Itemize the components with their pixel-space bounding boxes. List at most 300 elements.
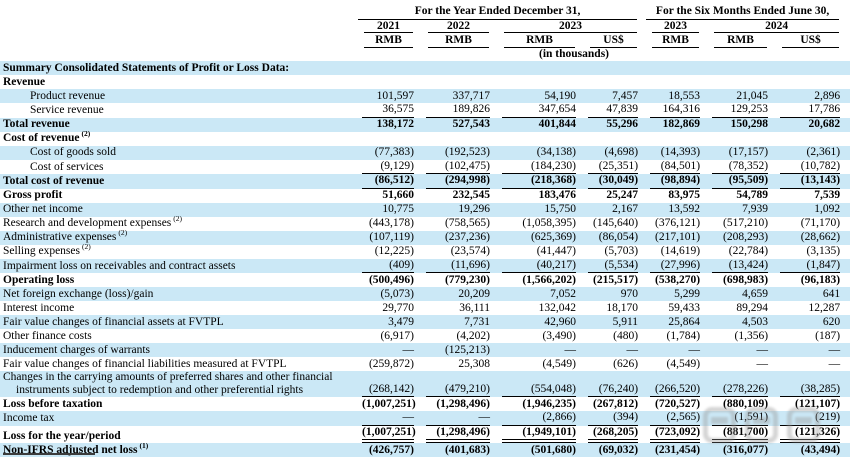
value-cell: (1,058,395) [522, 217, 576, 229]
value-cell: — [564, 343, 576, 356]
value-cell: (98,894) [640, 174, 702, 189]
row-label [0, 315, 352, 329]
value-cell: 182,869 [662, 118, 701, 130]
value-cell: (14,393) [660, 146, 701, 158]
header-spacer [770, 49, 842, 62]
value-cell: 337,717 [452, 89, 490, 102]
annual-period-title: For the Year Ended December 31, [358, 5, 637, 20]
value-cell: (25,351) [578, 160, 640, 175]
value-cell: 641 [822, 287, 841, 300]
value-cell: (1,784) [666, 329, 701, 342]
value-cell: (479,210) [416, 371, 492, 397]
value-cell: (394) [578, 411, 640, 426]
row-label [0, 371, 352, 397]
currency-header-row [0, 34, 850, 49]
value-cell: (376,121) [655, 217, 701, 229]
header-spacer [0, 49, 352, 62]
row-filler [842, 103, 850, 118]
row-filler [842, 343, 850, 357]
header-filler [842, 34, 850, 49]
row-label-text: Cost of goods sold [30, 146, 116, 158]
value-cell: (13,424) [702, 259, 770, 274]
row-label-text: Selling expenses [3, 245, 80, 257]
row-label-text: Fair value changes of financial assets at FVTPL [3, 315, 224, 328]
row-label [0, 273, 352, 287]
value-cell: 7,052 [550, 287, 576, 300]
header-spacer [0, 34, 352, 49]
row-label [0, 228, 352, 245]
header-filler [842, 20, 850, 35]
value-cell: 5,911 [612, 315, 639, 328]
value-cell: (30,049) [578, 174, 640, 189]
value-cell: (9,129) [352, 160, 416, 175]
row-filler [842, 245, 850, 259]
value-cell: (219) [770, 411, 842, 426]
value-cell: (23,574) [450, 245, 490, 257]
value-cell: (76,240) [578, 371, 640, 397]
value-cell: (6,917) [380, 329, 414, 342]
table-row [0, 118, 850, 132]
value-cell: 20,682 [808, 118, 841, 130]
value-cell: 138,172 [376, 118, 414, 130]
value-cell: 132,042 [538, 301, 576, 314]
value-cell: (554,048) [492, 371, 578, 397]
value-cell: (1,007,251) [362, 397, 416, 410]
value-cell [352, 75, 416, 89]
currency-header: US$ [578, 34, 640, 49]
table-row [0, 231, 850, 245]
row-filler [842, 315, 850, 329]
row-label [0, 301, 352, 315]
value-cell: (184,230) [492, 160, 578, 175]
table-row [0, 329, 850, 343]
row-filler [842, 217, 850, 231]
table-row [0, 301, 850, 315]
value-cell: 5,299 [674, 287, 701, 300]
value-cell: (77,383) [374, 146, 414, 158]
table-row [0, 89, 850, 103]
value-cell: 620 [822, 315, 841, 328]
value-cell: 3,479 [388, 315, 414, 328]
year-header: 2023 [640, 20, 702, 35]
value-cell: (4,549) [666, 357, 701, 370]
row-filler [842, 118, 850, 132]
value-cell: (426,757) [368, 443, 414, 456]
value-cell: (720,527) [655, 397, 701, 410]
value-cell: (625,369) [530, 231, 576, 243]
value-cell: 59,433 [668, 301, 701, 314]
value-cell: (2,565) [640, 411, 702, 426]
value-cell: 7,457 [612, 89, 639, 102]
header-spacer [0, 5, 352, 20]
table-row [0, 103, 850, 118]
row-label [0, 426, 352, 444]
table-row [0, 411, 850, 426]
row-label-text: Summary Consolidated Statements of Profit or Loss Data: [3, 61, 290, 74]
value-cell: (13,143) [770, 174, 842, 189]
row-label [0, 242, 352, 259]
header-spacer [702, 49, 770, 62]
table-row [0, 174, 850, 189]
value-cell: (107,119) [369, 231, 414, 243]
value-cell [352, 61, 416, 75]
row-label-text: Impairment loss on receivables and contract assets [3, 259, 236, 272]
row-filler [842, 357, 850, 371]
table-row [0, 189, 850, 203]
value-cell: 29,770 [382, 301, 414, 314]
value-cell: (96,183) [800, 273, 841, 286]
value-cell: (215,517) [593, 273, 639, 286]
value-cell [702, 132, 770, 146]
value-cell: 15,750 [544, 203, 576, 215]
row-label [0, 103, 352, 118]
value-cell: — [352, 411, 416, 426]
row-label-text: Gross profit [3, 189, 63, 201]
row-label [0, 411, 352, 426]
currency-header: RMB [702, 34, 770, 49]
value-cell: (4,202) [456, 329, 490, 342]
value-cell: (217,101) [655, 231, 701, 243]
row-filler [842, 203, 850, 217]
value-cell: (2,361) [806, 146, 841, 158]
value-cell: (14,619) [660, 245, 701, 257]
value-cell [578, 75, 640, 89]
value-cell: 54,789 [736, 189, 769, 201]
row-filler [842, 411, 850, 426]
value-cell [770, 132, 842, 146]
value-cell: — [402, 343, 414, 356]
value-cell: (267,812) [593, 397, 639, 410]
value-cell: (1,356) [734, 329, 769, 342]
row-label-text: Research and development expenses [3, 217, 172, 229]
value-cell: 42,960 [544, 315, 576, 328]
value-cell: (409) [352, 259, 416, 274]
value-cell: (3,135) [806, 245, 841, 257]
value-cell: 55,296 [606, 118, 639, 130]
value-cell: (1,298,496) [436, 397, 490, 410]
value-cell: (268,205) [578, 426, 640, 444]
value-cell: 21,045 [736, 89, 769, 102]
value-cell: (192,523) [444, 146, 490, 158]
row-label-text: Non-IFRS adjusted net loss [3, 443, 138, 456]
footnote-marker: (1) [139, 440, 149, 450]
table-body [0, 61, 850, 457]
unit-note-row [0, 49, 850, 62]
value-cell: (121,107) [795, 397, 841, 410]
row-filler [842, 329, 850, 343]
row-filler [842, 189, 850, 203]
year-header: 2021 [352, 20, 416, 35]
row-label-text: Cost of revenue [3, 132, 80, 144]
table-row [0, 61, 850, 75]
row-label [0, 75, 352, 89]
value-cell: 4,503 [742, 315, 769, 328]
value-cell: — [828, 343, 841, 356]
value-cell: (11,696) [416, 259, 492, 274]
value-cell: (4,549) [542, 357, 576, 370]
value-cell: (758,565) [444, 217, 490, 229]
value-cell: 970 [620, 287, 639, 300]
value-cell: (10,782) [770, 160, 842, 175]
row-label [0, 343, 352, 357]
table-row [0, 259, 850, 274]
table-row [0, 132, 850, 146]
header-filler [842, 5, 850, 20]
value-cell: (1,566,202) [522, 273, 576, 286]
value-cell: 18,170 [606, 301, 639, 314]
table-row [0, 315, 850, 329]
row-label [0, 118, 352, 132]
value-cell: (125,213) [444, 343, 490, 356]
value-cell: (1,591) [702, 411, 770, 426]
row-label-text: Inducement charges of warrants [3, 343, 150, 356]
footnote-marker: (2) [118, 228, 128, 238]
value-cell: 101,597 [376, 89, 414, 102]
value-cell: (480) [613, 329, 639, 342]
table-row [0, 426, 850, 444]
value-cell: 25,864 [668, 315, 701, 328]
value-cell: (43,494) [800, 443, 841, 456]
table-row [0, 343, 850, 357]
row-label-text: Operating loss [3, 273, 75, 286]
value-cell: (723,092) [640, 426, 702, 444]
value-cell: 7,731 [464, 315, 490, 328]
year-header: 2024 [702, 20, 842, 35]
value-cell: 36,111 [459, 301, 490, 314]
value-cell [492, 75, 578, 89]
interim-period-title: For the Six Months Ended June 30, [646, 5, 839, 20]
value-cell [416, 61, 492, 75]
value-cell: 89,294 [736, 301, 769, 314]
value-cell: (294,998) [416, 174, 492, 189]
row-label [0, 174, 352, 189]
row-filler [842, 287, 850, 301]
footnote-marker: (2) [81, 129, 91, 139]
row-filler [842, 259, 850, 274]
value-cell: (84,501) [640, 160, 702, 175]
year-header: 2022 [416, 20, 492, 35]
row-label-text: Changes in the carrying amounts of preferred shares and other financial instruments subject to redemption and other preferential rights [3, 371, 333, 396]
row-filler [842, 301, 850, 315]
value-cell [492, 132, 578, 146]
row-filler [842, 273, 850, 287]
value-cell: (5,073) [380, 287, 414, 300]
currency-header: RMB [640, 34, 702, 49]
table-row [0, 397, 850, 411]
header-spacer [352, 49, 416, 62]
value-cell [770, 75, 842, 89]
currency-header: RMB [416, 34, 492, 49]
row-label-text: Service revenue [30, 104, 104, 116]
value-cell [640, 61, 702, 75]
value-cell: (443,178) [368, 217, 414, 229]
value-cell: (1,007,251) [352, 426, 416, 444]
value-cell: 19,296 [458, 203, 490, 215]
value-cell: 129,253 [702, 103, 770, 118]
value-cell: (266,520) [640, 371, 702, 397]
value-cell: (38,285) [770, 371, 842, 397]
row-filler [842, 132, 850, 146]
currency-header: RMB [492, 34, 578, 49]
row-filler [842, 443, 850, 457]
value-cell: (500,496) [368, 273, 414, 286]
value-cell: (34,138) [536, 146, 576, 158]
table-row [0, 371, 850, 397]
value-cell: 7,539 [814, 189, 841, 201]
value-cell: (218,368) [492, 174, 578, 189]
value-cell: — [828, 357, 841, 370]
value-cell: (1,847) [770, 259, 842, 274]
footnote-divider [3, 453, 95, 455]
value-cell: 7,939 [742, 203, 769, 215]
value-cell: 401,844 [538, 118, 576, 130]
value-cell: — [756, 357, 769, 370]
value-cell: (5,534) [578, 259, 640, 274]
year-header: 2023 [492, 20, 640, 35]
value-cell: (259,872) [368, 357, 414, 370]
table-row [0, 217, 850, 231]
row-filler [842, 75, 850, 89]
value-cell [352, 132, 416, 146]
table-row [0, 273, 850, 287]
value-cell: (17,157) [728, 146, 769, 158]
value-cell: 232,545 [452, 189, 490, 201]
value-cell: 13,592 [668, 203, 701, 215]
row-label [0, 397, 352, 411]
table-row [0, 203, 850, 217]
value-cell: (78,352) [702, 160, 770, 175]
value-cell: (40,217) [492, 259, 578, 274]
value-cell: 347,654 [492, 103, 578, 118]
value-cell: (22,784) [728, 245, 769, 257]
table-header [0, 5, 850, 61]
value-cell: (208,293) [723, 231, 769, 243]
value-cell: (501,680) [530, 443, 576, 456]
value-cell: (28,662) [800, 231, 841, 243]
row-filler [842, 426, 850, 444]
row-label [0, 287, 352, 301]
header-spacer [416, 49, 492, 62]
value-cell: (3,490) [542, 329, 576, 342]
value-cell: 25,308 [458, 357, 490, 370]
row-label-text: Revenue [3, 75, 46, 88]
value-cell: — [756, 343, 769, 356]
interim-period-group [640, 5, 842, 20]
footnote-marker: (2) [81, 242, 91, 252]
value-cell: (268,142) [352, 371, 416, 397]
value-cell: (95,509) [702, 174, 770, 189]
value-cell: (231,454) [655, 443, 701, 456]
value-cell [770, 61, 842, 75]
profit-loss-table [0, 5, 850, 457]
value-cell: (626) [613, 357, 639, 370]
row-label [0, 214, 352, 231]
currency-header: US$ [770, 34, 842, 49]
row-label [0, 189, 352, 203]
value-cell: — [688, 343, 701, 356]
value-cell [702, 75, 770, 89]
annual-period-group [352, 5, 640, 20]
value-cell: (69,032) [598, 443, 639, 456]
value-cell: 36,575 [352, 103, 416, 118]
row-label [0, 89, 352, 103]
row-label-text: Cost of services [30, 160, 104, 173]
value-cell [640, 132, 702, 146]
value-cell: 12,287 [808, 301, 841, 314]
value-cell: (401,683) [444, 443, 490, 456]
value-cell: (538,270) [655, 273, 701, 286]
table-row [0, 443, 850, 457]
value-cell: (316,077) [723, 443, 769, 456]
row-label-text: Interest income [3, 301, 75, 314]
value-cell: 18,553 [668, 89, 701, 102]
value-cell: 54,190 [544, 89, 576, 102]
value-cell: 164,316 [640, 103, 702, 118]
value-cell: 2,896 [814, 89, 841, 102]
value-cell: (5,703) [604, 245, 639, 257]
value-cell: (1,298,496) [416, 426, 492, 444]
row-label-text: Total cost of revenue [3, 175, 105, 187]
row-filler [842, 160, 850, 175]
row-label-text: Other finance costs [3, 329, 92, 342]
value-cell: 527,543 [452, 118, 490, 130]
row-label-text: Income tax [3, 412, 55, 424]
row-label-text: Net foreign exchange (loss)/gain [3, 287, 154, 300]
row-label-text: Loss for the year/period [3, 429, 121, 442]
row-label-text: Product revenue [30, 89, 106, 102]
value-cell: (12,225) [374, 245, 414, 257]
value-cell: (187) [815, 329, 841, 342]
year-header-row [0, 20, 850, 35]
value-cell: 150,298 [730, 118, 769, 130]
value-cell: (102,475) [416, 160, 492, 175]
footnote-marker: (2) [173, 214, 183, 224]
row-label [0, 160, 352, 175]
row-filler [842, 174, 850, 189]
row-filler [842, 371, 850, 397]
value-cell [702, 61, 770, 75]
header-spacer [0, 20, 352, 35]
value-cell [578, 61, 640, 75]
row-label-text: Total revenue [3, 118, 70, 130]
value-cell [578, 132, 640, 146]
row-label [0, 259, 352, 274]
value-cell: 51,660 [382, 189, 414, 201]
period-group-row [0, 5, 850, 20]
value-cell [640, 75, 702, 89]
value-cell: 20,209 [458, 287, 490, 300]
table-row [0, 245, 850, 259]
value-cell: (86,512) [352, 174, 416, 189]
value-cell: (41,447) [536, 245, 576, 257]
row-filler [842, 231, 850, 245]
value-cell: 10,775 [382, 203, 414, 215]
table-row [0, 287, 850, 301]
value-cell: 25,247 [606, 189, 639, 201]
value-cell: (698,983) [723, 273, 769, 286]
row-filler [842, 61, 850, 75]
row-filler [842, 146, 850, 160]
value-cell: (779,230) [444, 273, 490, 286]
currency-header: RMB [352, 34, 416, 49]
row-filler [842, 89, 850, 103]
value-cell: 1,092 [814, 203, 841, 215]
value-cell: (237,236) [444, 231, 490, 243]
value-cell: 47,839 [578, 103, 640, 118]
unit-note: (in thousands) [539, 47, 610, 60]
table-row [0, 75, 850, 89]
value-cell [416, 132, 492, 146]
